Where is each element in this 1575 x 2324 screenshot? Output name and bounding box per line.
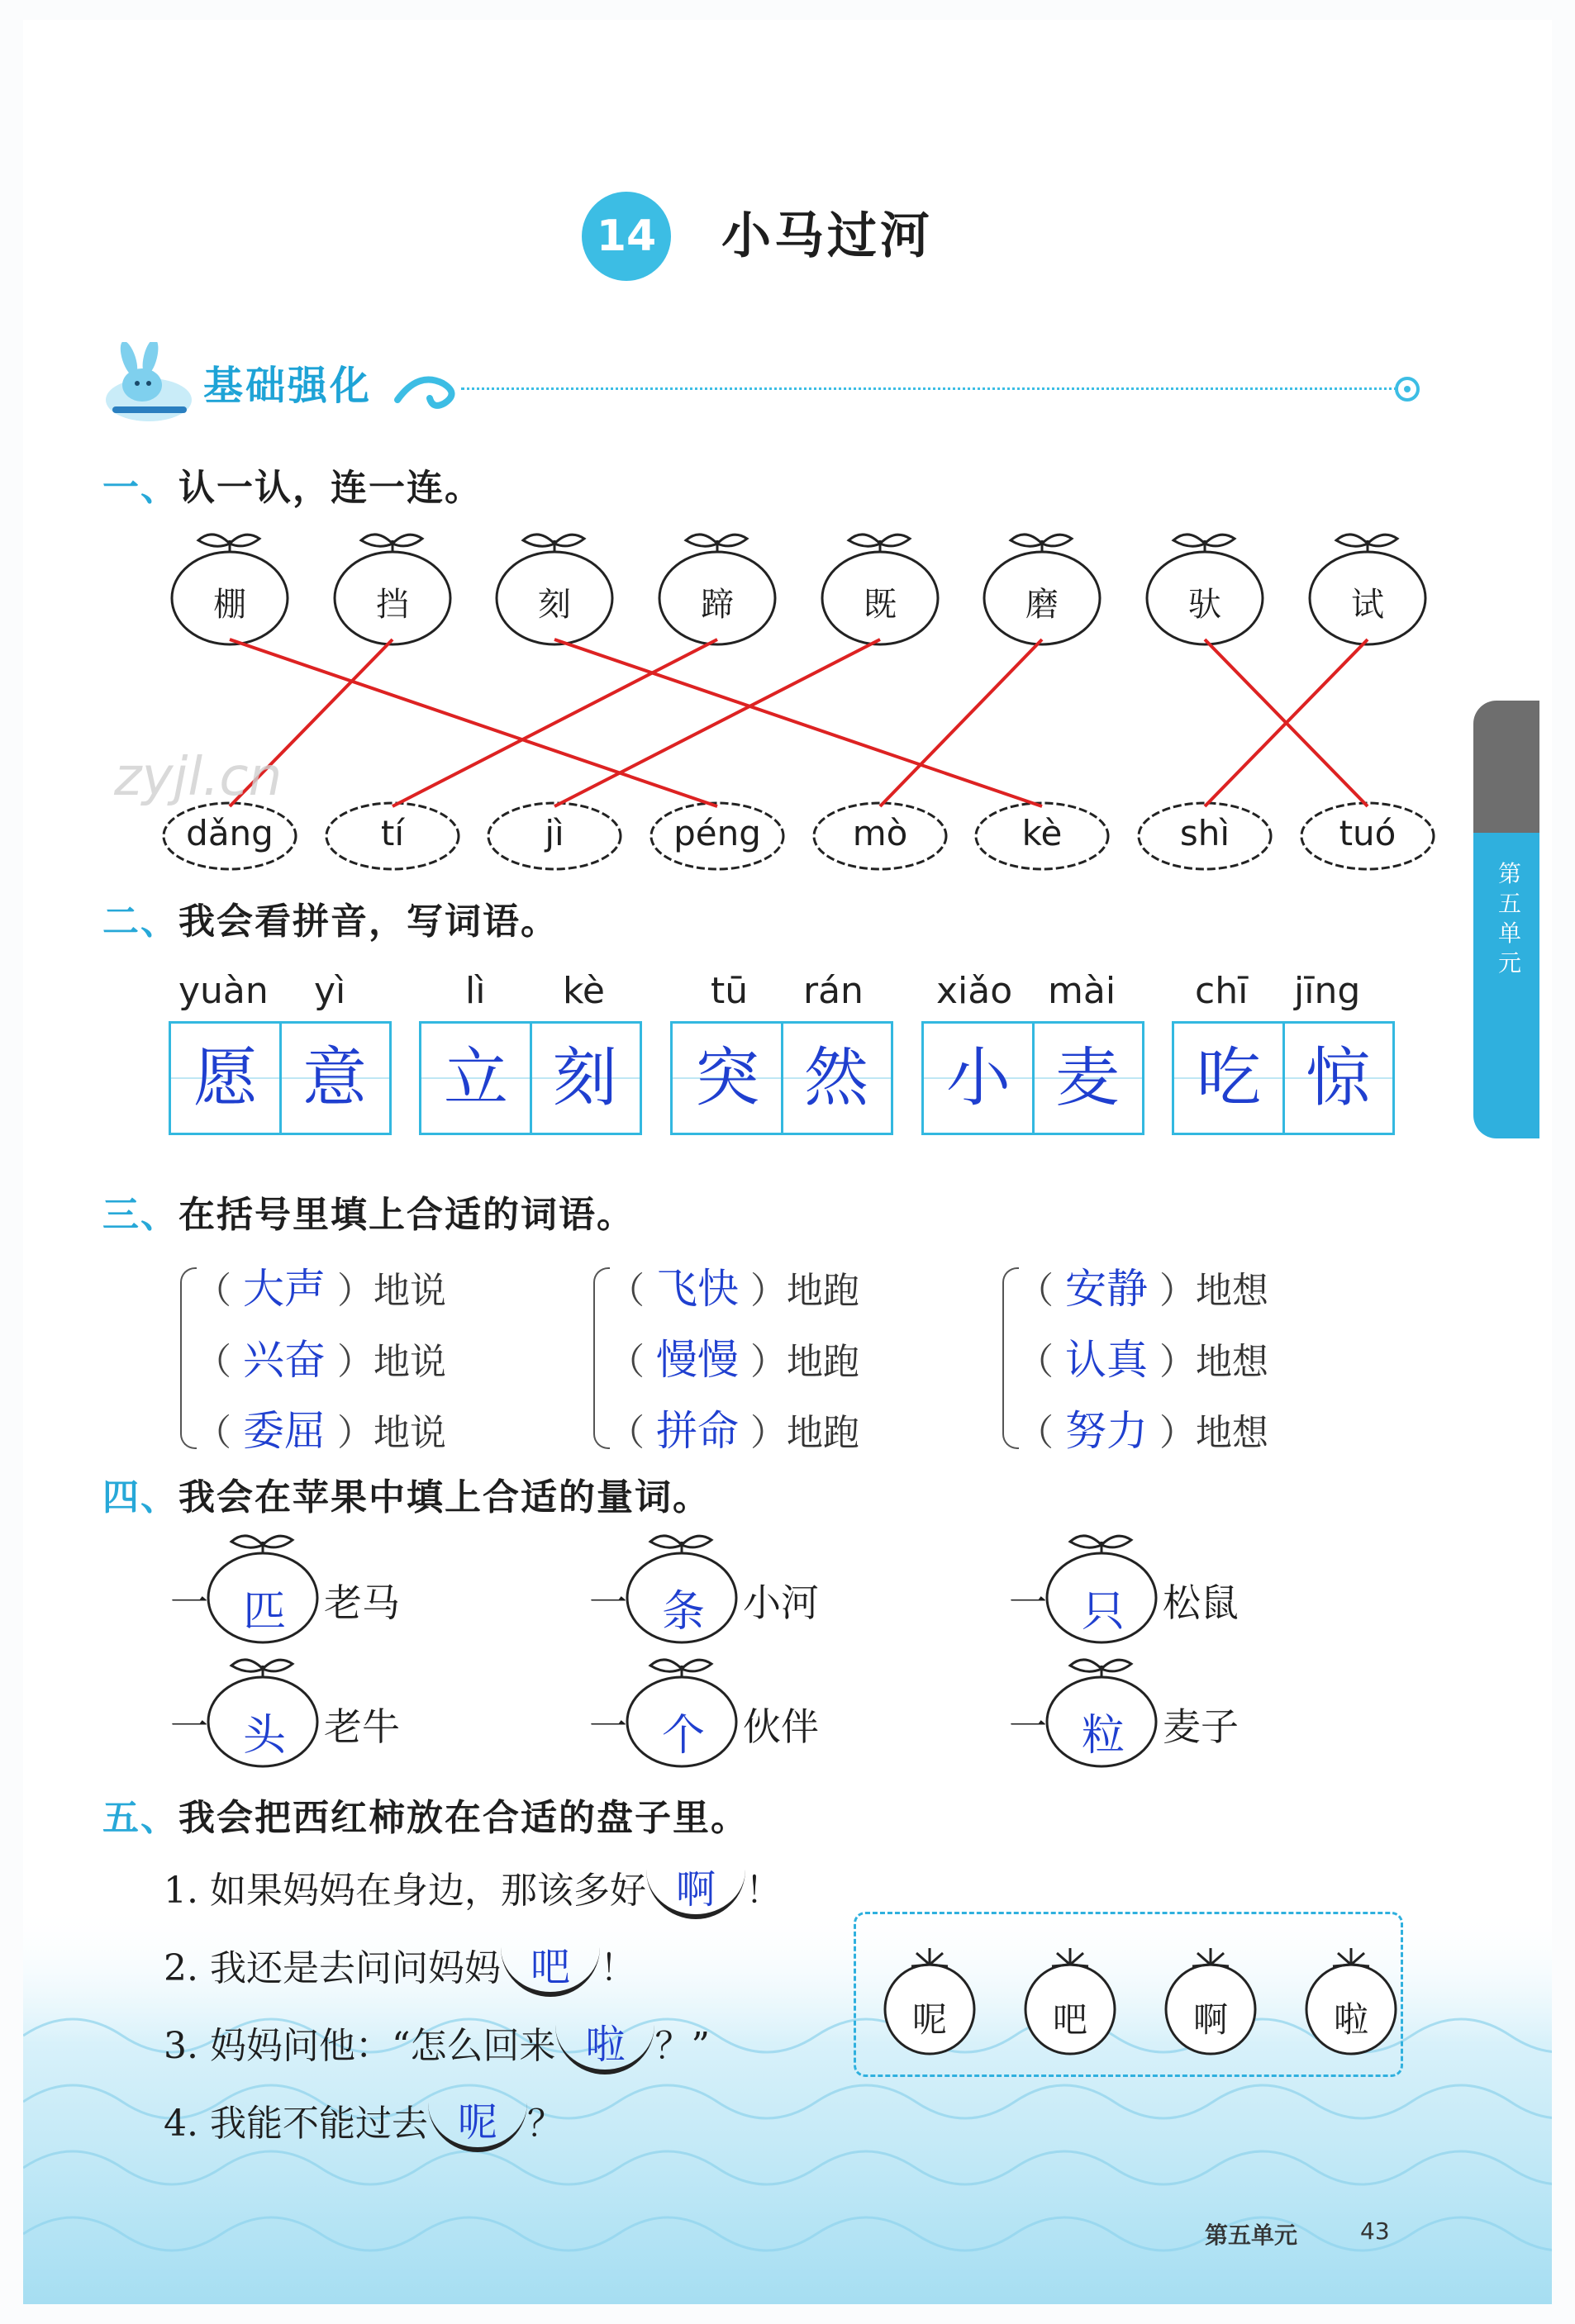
match-pinyin-4: mò	[852, 813, 908, 853]
word-4-pinyin-0: chī	[1195, 970, 1249, 1012]
measure-2-answer: 只	[1082, 1587, 1125, 1637]
sentence-1: 2. 我还是去问问妈妈 吧 ！	[164, 1935, 636, 1997]
lesson-title: 小马过河	[721, 207, 933, 265]
fill-0-1: （ 兴奋 ）地说	[195, 1336, 446, 1384]
sentence-2-answer: 啦	[555, 2013, 654, 2074]
measure-apples	[23, 1523, 1552, 1804]
match-char-7: 试	[1351, 586, 1384, 624]
word-0-char-0: 愿	[193, 1041, 258, 1115]
word-4-char-1: 惊	[1305, 1041, 1370, 1115]
fill-2-2: （ 努力 ）地想	[1017, 1407, 1268, 1455]
match-char-3: 蹄	[701, 586, 734, 624]
word-box-0	[169, 1021, 392, 1135]
word-3-char-1: 麦	[1054, 1041, 1120, 1115]
match-char-5: 磨	[1025, 586, 1059, 624]
match-pinyin-0: dǎng	[186, 813, 274, 853]
match-char-4: 既	[864, 586, 897, 624]
word-box-1	[419, 1021, 642, 1135]
measure-2-prefix: 一	[1009, 1580, 1047, 1625]
measure-3-noun: 老牛	[324, 1704, 400, 1749]
match-pinyin-3: péng	[673, 813, 761, 853]
match-pinyin-7: tuó	[1339, 813, 1397, 853]
measure-4-answer: 个	[662, 1711, 706, 1761]
fill-1-2: （ 拼命 ）地跑	[608, 1407, 859, 1455]
word-3-pinyin-1: mài	[1048, 970, 1116, 1012]
tomato-3-label: 啦	[1333, 1999, 1368, 2040]
fill-0-2: （ 委屈 ）地说	[195, 1407, 446, 1455]
sentence-1-answer: 吧	[501, 1935, 600, 1997]
section-3-title: 三、在括号里填上合适的词语。	[102, 1194, 635, 1236]
measure-1-noun: 小河	[743, 1580, 819, 1625]
brace-group-1	[593, 1267, 610, 1449]
match-char-2: 刻	[538, 586, 571, 624]
match-char-0: 棚	[213, 586, 246, 624]
word-3-pinyin-0: xiǎo	[936, 970, 1013, 1012]
measure-5-prefix: 一	[1009, 1704, 1047, 1749]
brace-group-0	[180, 1267, 197, 1449]
word-1-char-1: 刻	[552, 1041, 617, 1115]
footer-page-number: 43	[1360, 2217, 1390, 2245]
measure-0-noun: 老马	[324, 1580, 400, 1625]
section-2-title: 二、我会看拼音，写词语。	[102, 901, 559, 943]
section-5-title: 五、我会把西红柿放在合适的盘子里。	[102, 1797, 749, 1839]
word-2-pinyin-1: rán	[803, 970, 864, 1012]
bunny-icon	[96, 342, 203, 433]
word-0-char-1: 意	[302, 1041, 367, 1115]
match-lines	[230, 639, 1368, 806]
match-line-5	[880, 639, 1042, 806]
match-line-0	[230, 639, 717, 806]
word-4-char-0: 吃	[1196, 1041, 1261, 1115]
sentence-2: 3. 妈妈问他：“怎么回来 啦 ？”	[164, 2013, 710, 2074]
word-4-pinyin-1: jīng	[1294, 970, 1361, 1012]
word-box-4	[1172, 1021, 1395, 1135]
tomato-2-label: 啊	[1192, 1999, 1228, 2040]
match-pinyin-2: jì	[545, 813, 564, 853]
section-banner-title: 基础强化	[203, 363, 373, 409]
match-pinyin-6: shì	[1179, 813, 1230, 853]
fill-1-1: （ 慢慢 ）地跑	[608, 1336, 859, 1384]
section-4-title: 四、我会在苹果中填上合适的量词。	[102, 1476, 711, 1518]
match-pinyin-5: kè	[1021, 813, 1063, 853]
workbook-page	[23, 20, 1552, 2304]
measure-2-noun: 松鼠	[1163, 1580, 1239, 1625]
measure-5-noun: 麦子	[1163, 1704, 1239, 1749]
brace-group-2	[1002, 1267, 1019, 1449]
measure-1-prefix: 一	[589, 1580, 627, 1625]
word-0-pinyin-1: yì	[314, 970, 346, 1012]
sentence-3: 4. 我能不能过去 呢 ？	[164, 2090, 564, 2152]
sentence-0: 1. 如果妈妈在身边，那该多好 啊 ！	[164, 1857, 782, 1919]
unit-side-tab-label: 第 五 单 元	[1497, 860, 1521, 977]
measure-0-answer: 匹	[243, 1587, 287, 1637]
footer-unit: 第五单元	[1205, 2222, 1298, 2249]
banner-end-icon	[1393, 375, 1421, 403]
banner-swirl	[393, 367, 468, 416]
watermark: zyjl.cn	[114, 747, 283, 808]
measure-4-prefix: 一	[589, 1704, 627, 1749]
lesson-number-badge: 14	[582, 192, 671, 281]
fill-2-1: （ 认真 ）地想	[1017, 1336, 1268, 1384]
section-1-title: 一、认一认，连一连。	[102, 467, 483, 509]
match-char-1: 挡	[376, 586, 409, 624]
tomato-1-label: 吧	[1052, 1999, 1087, 2040]
match-line-4	[554, 639, 880, 806]
word-1-char-0: 立	[443, 1041, 508, 1115]
banner-dotted-rule	[461, 387, 1403, 390]
sentence-3-answer: 呢	[428, 2090, 527, 2152]
word-0-pinyin-0: yuàn	[178, 970, 269, 1012]
tomato-0-label: 呢	[911, 1999, 947, 2040]
measure-4-noun: 伙伴	[743, 1704, 819, 1749]
word-1-pinyin-0: lì	[465, 970, 486, 1012]
word-box-3	[921, 1021, 1144, 1135]
match-pinyin-1: tí	[380, 813, 405, 853]
measure-3-answer: 头	[243, 1711, 287, 1761]
match-char-6: 驮	[1188, 586, 1221, 624]
measure-3-prefix: 一	[170, 1704, 208, 1749]
word-box-2	[670, 1021, 893, 1135]
word-2-char-1: 然	[803, 1041, 868, 1115]
measure-5-answer: 粒	[1082, 1711, 1125, 1761]
fill-0-0: （ 大声 ）地说	[195, 1265, 446, 1313]
match-line-2	[554, 639, 1042, 806]
word-1-pinyin-1: kè	[563, 970, 605, 1012]
match-line-3	[393, 639, 717, 806]
measure-1-answer: 条	[662, 1587, 706, 1637]
word-2-pinyin-0: tū	[711, 970, 749, 1012]
measure-0-prefix: 一	[170, 1580, 208, 1625]
word-2-char-0: 突	[694, 1041, 759, 1115]
word-3-char-0: 小	[945, 1041, 1011, 1115]
fill-1-0: （ 飞快 ）地跑	[608, 1265, 859, 1313]
fill-2-0: （ 安静 ）地想	[1017, 1265, 1268, 1313]
sentence-0-answer: 啊	[646, 1857, 745, 1919]
